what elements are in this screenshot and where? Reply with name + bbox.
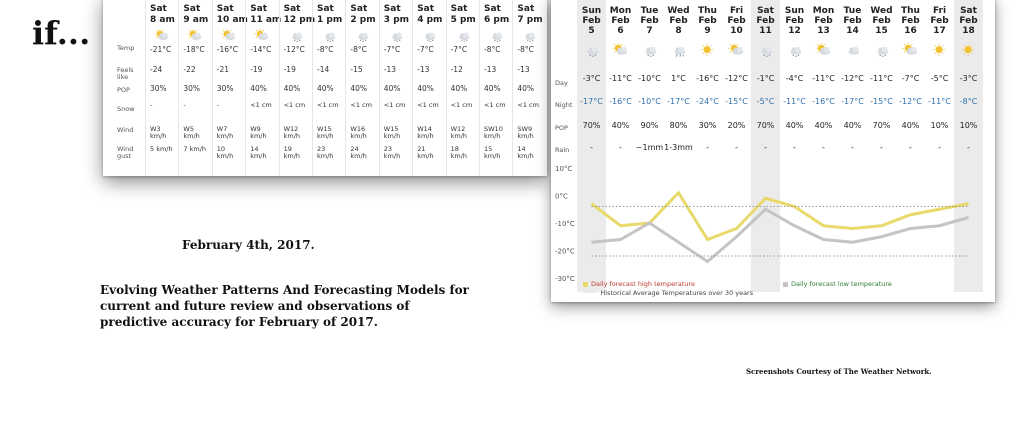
day-rain: - [851,143,854,152]
description-text: Evolving Weather Patterns And Forecasting Models for current and future review and observations of predictive accuracy for February of 2017. [100,283,469,329]
hour-wind: W7 km/h [216,125,234,140]
hourly-column [212,0,248,176]
hour-day: Sat [317,4,334,14]
hour-temp: -7°C [417,45,434,54]
legend-low-swatch [783,282,788,287]
hourly-column [345,0,378,176]
legend-low-text: Daily forecast low temperature [791,280,892,288]
legend-historical [583,289,753,297]
hour-snow: <1 cm [450,101,473,109]
day-rain: - [938,143,941,152]
rain-row-label: Rain [555,146,570,154]
day-high: -10°C [638,74,661,83]
day-date: 15 [875,26,888,36]
hour-feels: -19 [250,65,263,74]
hour-snow: <1 cm [283,101,306,109]
partly-cloudy-icon [727,43,746,58]
day-date: 11 [759,26,772,36]
hour-day: Sat [383,4,401,14]
hour-feels: -13 [417,65,430,74]
day-name: Tue [640,6,659,16]
snow-cloud-icon [640,43,659,58]
hour-snow: <1 cm [250,101,272,109]
hourly-forecast-panel [103,0,547,176]
day-name: Sat [757,6,774,16]
day-pop: 20% [727,121,746,130]
daily-column [693,0,722,166]
hour-gust: 18 km/h [450,145,467,160]
night-low: -16°C [812,97,835,106]
day-date: 5 [588,26,595,36]
day-month: Feb [727,16,746,26]
sun-icon [698,43,717,58]
hourly-column [379,0,412,176]
hour-day: Sat [283,4,301,14]
temperature-trend-chart [551,158,995,292]
hour-day: Sat [517,4,535,14]
day-date: 16 [904,26,917,36]
legend-low [783,280,892,288]
y-tick-label: -20°C [555,247,575,256]
snow-cloud-icon [756,43,775,58]
hour-feels: -13 [484,65,497,74]
night-low: -15°C [870,97,893,106]
hour-wind: W12 km/h [283,125,300,140]
day-date: 9 [704,26,711,36]
hour-time: 12 pm [283,15,316,25]
day-pop: 70% [582,121,601,130]
hour-temp: -16°C [216,45,239,54]
hour-snow: <1 cm [350,101,372,109]
wind-label: Wind [117,126,134,134]
hourly-column [412,0,445,176]
hour-time: 6 pm [484,15,510,25]
hour-pop: 40% [450,84,468,93]
hour-temp: -8°C [350,45,367,54]
day-high: -11°C [870,74,893,83]
day-rain: 1-3mm [664,143,693,152]
snow-cloud-icon [387,28,405,42]
partly-cloudy-icon [901,43,920,58]
day-name: Wed [870,6,893,16]
hour-temp: -8°C [484,45,501,54]
day-high: -11°C [812,74,835,83]
day-date: 10 [730,26,743,36]
day-month: Feb [901,16,920,26]
hour-temp: -7°C [450,45,468,54]
hour-gust: 5 km/h [150,145,173,153]
credit-text: Screenshots Courtesy of The Weather Network. [746,367,932,376]
hour-pop: 40% [417,84,434,93]
legend-high-text: Daily forecast high temperature [591,280,695,288]
day-month: Feb [669,16,688,26]
hour-feels: -13 [517,65,530,74]
hour-feels: -13 [383,65,397,74]
night-row-label: Night [555,101,573,109]
hour-feels: -22 [183,65,196,74]
hour-temp: -21°C [150,45,172,54]
cloud-icon [843,43,862,58]
day-month: Feb [785,16,804,26]
day-high: -1°C [756,74,775,83]
day-name: Sun [784,6,805,16]
day-rain: - [909,143,912,152]
y-tick-label: -30°C [555,275,575,283]
hour-snow: <1 cm [417,101,439,109]
hour-day: Sat [417,4,435,14]
night-low: -16°C [609,97,632,106]
hour-pop: 40% [317,84,334,93]
hourly-column [446,0,479,176]
hour-gust: 7 km/h [183,145,206,153]
hour-pop: 40% [283,84,301,93]
day-date: 18 [962,26,975,36]
hourly-column [479,0,512,176]
day-high: -12°C [725,74,748,83]
hour-wind: SW10 km/h [484,125,503,140]
hour-pop: 40% [517,84,535,93]
hour-feels: -24 [150,65,163,74]
hour-time: 2 pm [350,15,376,25]
hour-wind: W3 km/h [150,125,167,140]
wind-gust-label: Wind gust [117,145,134,160]
snow-cloud-icon [287,28,305,42]
day-rain: ~1mm [635,143,664,152]
hour-day: Sat [150,4,167,14]
chart-weekend-band [751,158,780,292]
daily-column [809,0,838,166]
hour-snow: <1 cm [517,101,539,109]
hour-pop: 40% [383,84,401,93]
day-month: Feb [640,16,659,26]
hour-wind: W15 km/h [317,125,334,140]
hour-time: 3 pm [383,15,410,25]
hour-temp: -14°C [250,45,272,54]
hour-wind: W12 km/h [450,125,467,140]
day-pop: 30% [698,121,717,130]
hourly-row-labels [103,0,146,176]
hour-snow: - [150,101,153,109]
day-high: -7°C [901,74,920,83]
day-month: Feb [756,16,775,26]
hour-snow: <1 cm [484,101,506,109]
hour-time: 5 pm [450,15,476,25]
day-rain: - [880,143,883,152]
hour-gust: 10 km/h [216,145,234,160]
hour-snow: - [183,101,186,109]
page-heading: if... [32,14,91,52]
day-date: 14 [846,26,859,36]
hour-gust: 21 km/h [417,145,434,160]
day-date: 17 [933,26,946,36]
hour-time: 4 pm [417,15,443,25]
hour-gust: 23 km/h [317,145,334,160]
night-low: -17°C [841,97,864,106]
partly-cloudy-icon [611,43,630,58]
hour-wind: W16 km/h [350,125,367,140]
hour-gust: 24 km/h [350,145,367,160]
day-row-label: Day [555,79,568,87]
night-low: -11°C [928,97,951,106]
hourly-column [512,0,545,176]
hour-gust: 23 km/h [383,145,401,160]
hour-pop: 40% [484,84,501,93]
hour-feels: -19 [283,65,296,74]
snow-cloud-icon [582,43,601,58]
hour-time: 7 pm [517,15,543,25]
hour-temp: -12°C [283,45,305,54]
snow-cloud-icon [420,28,438,42]
hour-snow: <1 cm [383,101,406,109]
day-month: Feb [814,16,833,26]
daily-column [722,0,751,166]
hour-gust: 19 km/h [283,145,300,160]
partly-cloudy-icon [186,28,204,42]
snow-label: Snow [117,105,135,113]
day-high: -12°C [841,74,864,83]
snow-cloud-icon [520,28,538,42]
hour-temp: -8°C [317,45,334,54]
day-high: -16°C [696,74,719,83]
day-rain: - [967,143,970,152]
legend-high [583,280,695,288]
legend-historical-swatch: ····· [583,289,599,297]
day-rain: - [764,143,767,152]
hour-time: 10 am [216,15,248,25]
hour-time: 9 am [183,15,209,25]
hour-feels: -12 [450,65,463,74]
day-date: 13 [817,26,830,36]
daily-forecast-panel [551,0,995,302]
hourly-column [279,0,316,176]
day-pop: 40% [814,121,833,130]
hour-pop: 30% [183,84,201,93]
day-date: 7 [646,26,653,36]
hour-time: 1 pm [317,15,343,25]
night-low: -11°C [783,97,806,106]
hour-temp: -7°C [383,45,401,54]
snow-cloud-icon [454,28,472,42]
night-low: -15°C [725,97,748,106]
day-name: Wed [667,6,690,16]
day-pop: 90% [640,121,659,130]
hour-temp: -8°C [517,45,534,54]
hour-day: Sat [450,4,468,14]
night-low: -8°C [959,97,978,106]
hourly-column [145,0,178,176]
day-month: Feb [582,16,601,26]
day-name: Thu [901,6,920,16]
day-pop: 10% [930,121,949,130]
hour-time: 11 am [250,15,282,25]
daily-column [606,0,635,166]
daily-column [954,0,983,166]
hour-wind: W5 km/h [183,125,200,140]
hour-day: Sat [484,4,501,14]
day-rain: - [793,143,796,152]
day-pop: 10% [959,121,978,130]
day-pop: 80% [669,121,688,130]
day-month: Feb [872,16,891,26]
legend-historical-text: Historical Average Temperatures over 30 years [600,289,754,297]
day-pop: 70% [872,121,891,130]
hour-gust: 14 km/h [250,145,267,160]
hour-pop: 30% [216,84,234,93]
hour-wind: W14 km/h [417,125,434,140]
hour-gust: 14 km/h [517,145,534,160]
hourly-column [312,0,345,176]
day-name: Tue [843,6,862,16]
hour-day: Sat [183,4,201,14]
daily-column [838,0,867,166]
mixed-precip-icon [669,43,688,58]
hour-feels: -21 [216,65,230,74]
snow-cloud-icon [872,43,891,58]
partly-cloudy-icon [814,43,833,58]
day-rain: - [619,143,622,152]
night-low: -12°C [899,97,922,106]
night-low: -17°C [667,97,690,106]
hourly-column [178,0,211,176]
hour-pop: 40% [350,84,368,93]
chart-weekend-band [954,158,983,292]
hour-wind: SW9 km/h [517,125,534,140]
day-pop: 40% [901,121,920,130]
day-pop: 40% [611,121,630,130]
y-tick-label: 0°C [555,192,568,201]
day-pop: 70% [756,121,775,130]
day-name: Sat [960,6,977,16]
daily-column [867,0,896,166]
day-name: Thu [698,6,717,16]
day-name: Mon [812,6,835,16]
daily-column [780,0,809,166]
sun-icon [930,43,949,58]
day-date: 6 [617,26,624,36]
daily-column [577,0,606,166]
hour-feels: -14 [317,65,330,74]
partly-cloudy-icon [153,28,171,42]
daily-column [896,0,925,166]
daily-column [751,0,780,166]
daily-column [635,0,664,166]
hourly-column [245,0,282,176]
day-rain: - [590,143,593,152]
day-date: 8 [675,26,682,36]
feels-like-label: Feels like [117,66,134,81]
partly-cloudy-icon [253,28,271,42]
day-rain: - [822,143,825,152]
day-high: 1°C [671,74,686,83]
night-low: -24°C [696,97,719,106]
day-name: Sun [581,6,602,16]
day-high: -11°C [609,74,632,83]
chart-weekend-band [577,158,606,292]
day-month: Feb [611,16,630,26]
hour-day: Sat [250,4,268,14]
hour-day: Sat [350,4,368,14]
hour-day: Sat [216,4,234,14]
day-name: Fri [932,6,947,16]
pop-label: POP [117,86,130,94]
hour-wind: W9 km/h [250,125,267,140]
night-low: -5°C [756,97,775,106]
y-tick-label: 10°C [555,165,573,173]
day-pop: 40% [843,121,862,130]
hour-snow: - [216,101,220,109]
hour-pop: 40% [250,84,267,93]
snow-cloud-icon [487,28,505,42]
snow-cloud-icon [785,43,804,58]
y-tick-label: -10°C [555,220,575,228]
day-month: Feb [843,16,862,26]
daily-column [664,0,693,166]
date-line: February 4th, 2017. [182,238,315,252]
snow-cloud-icon [353,28,371,42]
day-month: Feb [930,16,949,26]
hour-time: 8 am [150,15,175,25]
day-rain: - [706,143,709,152]
temp-label: Temp [117,44,135,52]
sun-icon [959,43,978,58]
hour-gust: 15 km/h [484,145,501,160]
day-month: Feb [698,16,717,26]
day-high: -3°C [582,74,601,83]
day-high: -5°C [930,74,949,83]
day-high: -3°C [959,74,978,83]
partly-cloudy-icon [220,28,238,42]
day-name: Fri [729,6,744,16]
night-low: -10°C [638,97,661,106]
night-low: -17°C [580,97,603,106]
day-pop: 40% [785,121,804,130]
day-date: 12 [788,26,801,36]
hour-feels: -15 [350,65,363,74]
day-high: -4°C [785,74,804,83]
hour-pop: 30% [150,84,167,93]
snow-cloud-icon [320,28,338,42]
hour-temp: -18°C [183,45,205,54]
hour-snow: <1 cm [317,101,339,109]
hour-wind: W15 km/h [383,125,401,140]
day-month: Feb [959,16,978,26]
day-rain: - [735,143,738,152]
day-name: Mon [609,6,632,16]
pop-row-label: POP [555,124,568,132]
legend-high-swatch [583,282,588,287]
daily-column [925,0,954,166]
